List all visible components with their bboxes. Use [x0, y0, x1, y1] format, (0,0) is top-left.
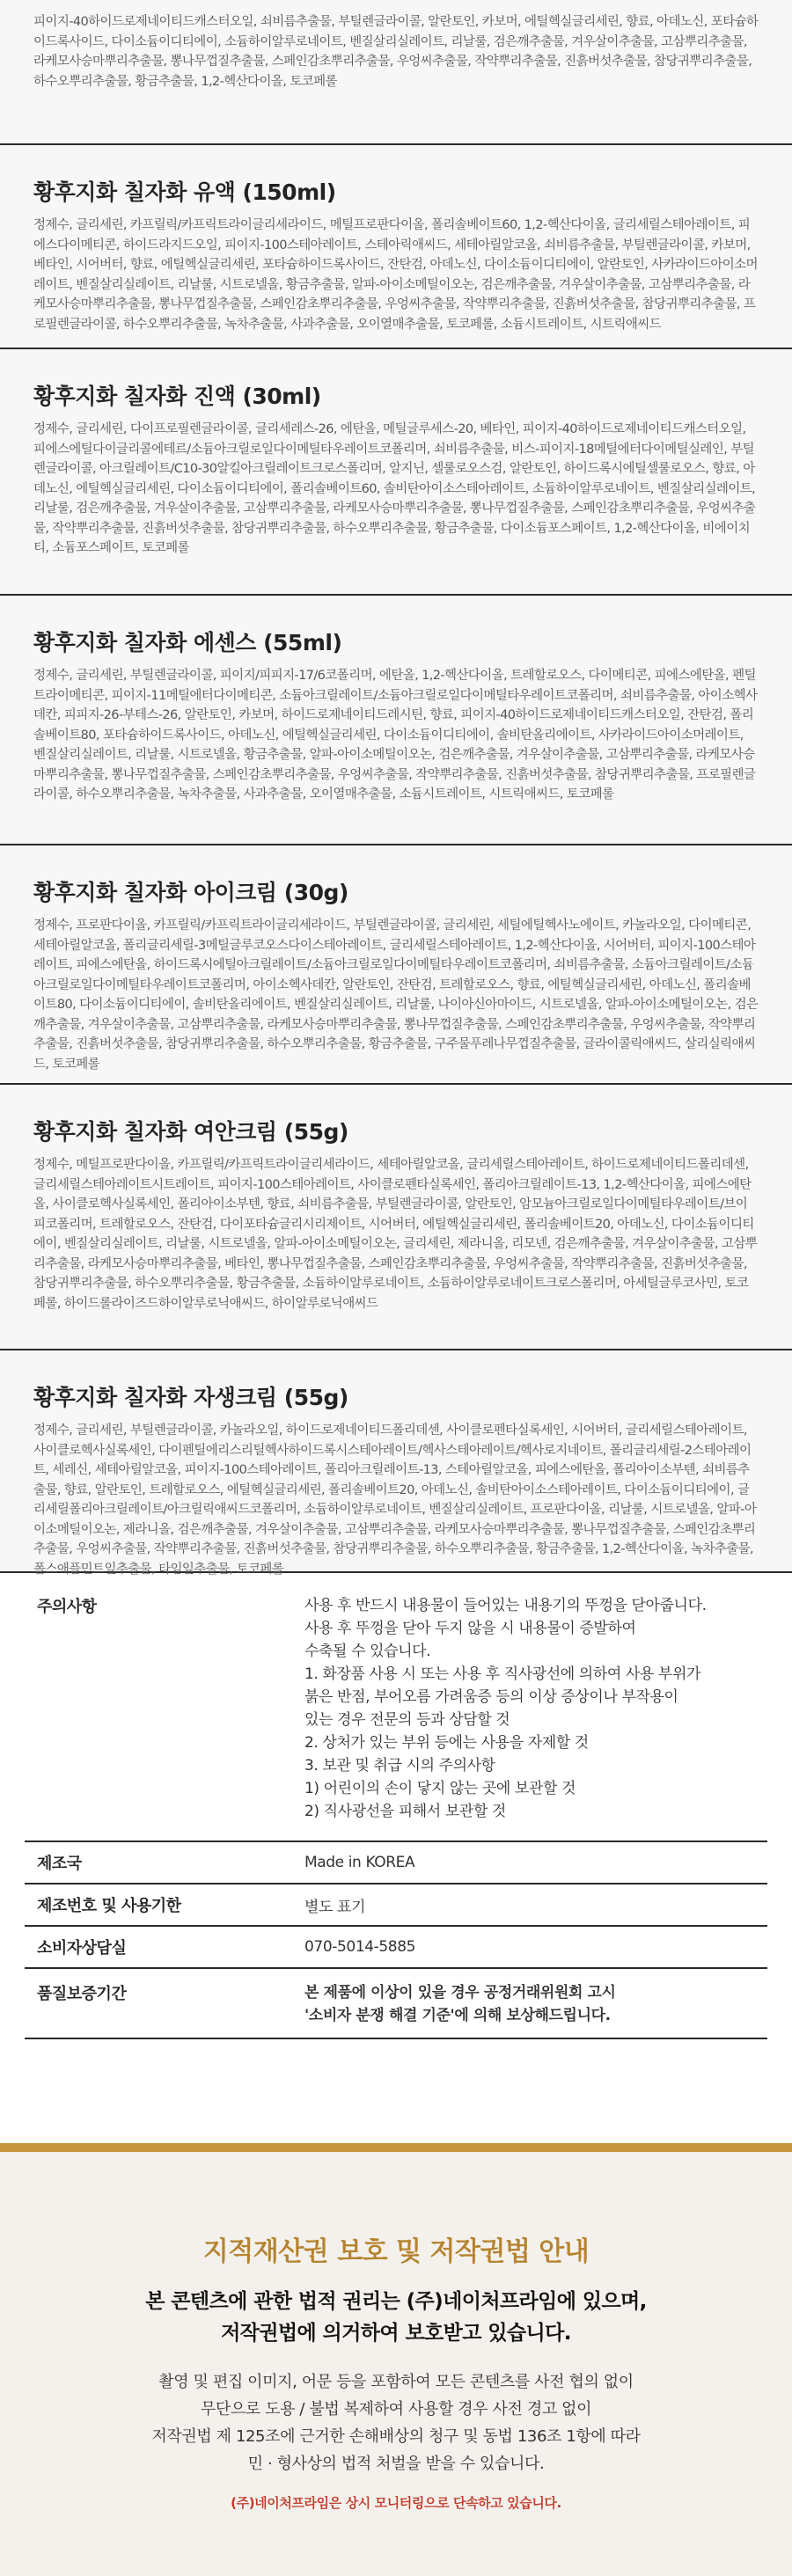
gold-divider — [0, 2143, 792, 2152]
quality-text — [304, 1981, 767, 2038]
caution-line: 붉은 반점, 부어오름 가려움증 등의 이상 증상이나 부작용이 — [304, 1688, 678, 1706]
ingredient-title: 황후지화 칠자화 에센스 (55ml) — [33, 630, 342, 655]
ingredient-list: 정제수, 글리세린, 부틸렌글라이콜, 피이지/피피지-17/6코폴리머, 에탄올, 1,2-헥산다이올, 트레할로오스, 다이메티콘, 피에스에탄올, 펜틸트라이메티콘, 피이지-11메틸에터다이메티콘, 소듐아크릴레이트/소듐아크릴로일다이메틸타우레이트코폴리머, 쇠비름추출물, 아이소헥사데칸, 피피지-26-부테스-26, 알란토인, 카보머, 하이드로제네이티드레시틴, 향료, 피이지-40하이드로제네이티드캐스터오일, 잔탄검, 폴리솔베이트80, 포타슘하이드록사이드, 아데노신, 에틸헥실글리세린, 다이소듐이디티에이, 솔비탄올리에이트, 사카라이드아이소머레이트, 벤질살리실레이트, 리날룰, 시트로넬올, 황금추출물, 알파-아이소메틸이오논, 검은깨추출물, 겨우살이추출물, 고삼뿌리추출물, 라케모사승마뿌리추출물, 뽕나무껍질추출물, 스페인감초뿌리추출물, 우엉씨추출물, 작약뿌리추출물, 진흙버섯추출물, 참당귀뿌리추출물, 프로필렌글라이콜, 하수오뿌리추출물, 녹차추출물, 사과추출물, 오이열매추출물, 소듐시트레이트, 시트릭애씨드, 토코페롤 — [33, 669, 758, 801]
copyright-body-line: 무단으로 도용 / 불법 복제하여 사용할 경우 사전 경고 없이 — [200, 2400, 592, 2419]
caution-line: 사용 후 반드시 내용물이 들어있는 내용기의 뚜껑을 닫아줍니다. — [304, 1597, 707, 1614]
quality-line: '소비자 분쟁 해결 기준'에 의해 보상해드립니다. — [304, 2007, 611, 2024]
caution-text — [304, 1594, 767, 1841]
ingredient-title: 황후지화 칠자화 자생크림 (55g) — [33, 1385, 348, 1410]
ingredient-block-essence — [0, 596, 792, 845]
caution-line: 2) 직사광선을 피해서 보관할 것 — [304, 1803, 506, 1820]
copyright-body-line: 저작권법 제 125조에 근거한 손해배상의 청구 및 동법 136조 1항에 따라 — [151, 2427, 641, 2446]
quality-line: 본 제품에 이상이 있을 경우 공정거래위원회 고시 — [304, 1984, 616, 2002]
copyright-lead-line: 저작권법에 의거하여 보호받고 있습니다. — [221, 2322, 571, 2345]
lot-label: 제조번호 및 사용기한 — [37, 1897, 181, 1915]
ingredient-title: 황후지화 칠자화 유액 (150ml) — [33, 179, 336, 205]
copyright-title: 지적재산권 보호 및 저작권법 안내 — [202, 2236, 590, 2267]
ingredient-list: 정제수, 메틸프로판다이올, 카프릴릭/카프릭트라이글리세라이드, 세테아릴알코올, 글리세릴스테아레이트, 하이드로제네이티드폴리데센, 글리세릴스테아레이트시트레이트, 피이지-100스테아레이트, 사이클로펜타실록세인, 폴리아크릴레이트-13, 1,2-헥산다이올, 피에스에탄올, 사이클로헥사실록세인, 폴리아이소부텐, 향료, 쇠비름추출물, 부틸렌글라이콜, 알란토인, 암모늄아크릴로일다이메틸타우레이트/브이피코폴리머, 트레할로오스, 잔탄검, 다이포타슘글리시리제이트, 시어버터, 에틸헥실글리세린, 폴리솔베이트20, 아데노신, 다이소듐이디티에이, 벤질살리실레이트, 리날룰, 시트로넬올, 알파-아이소메틸이오논, 글리세린, 제라니올, 리모넨, 검은깨추출물, 겨우살이추출물, 고삼뿌리추출물, 라케모사승마뿌리추출물, 베타인, 뽕나무껍질추출물, 스페인감초뿌리추출물, 우엉씨추출물, 작약뿌리추출물, 진흙버섯추출물, 참당귀뿌리추출물, 하수오뿌리추출물, 황금추출물, 소듐하이알루로네이트, 소듐하이알루로네이트크로스폴리머, 아세틸글루코사민, 토코페롤, 하이드롤라이즈드하이알루로닉애씨드, 하이알루로닉애씨드 — [33, 1158, 758, 1311]
contact-row — [25, 1927, 767, 1969]
contact-value: 070-5014-5885 — [304, 1938, 416, 1956]
ingredient-block-regen-cream — [0, 1350, 792, 1577]
origin-label: 제조국 — [37, 1855, 82, 1873]
monitoring-note: (주)네이처프라임은 상시 모니터링으로 단속하고 있습니다. — [231, 2495, 561, 2511]
origin-value: Made in KOREA — [304, 1854, 415, 1871]
quality-label: 품질보증기간 — [37, 1985, 127, 2003]
product-info-table — [0, 1573, 792, 2039]
contact-label: 소비자상담실 — [37, 1939, 127, 1958]
copyright-body-line: 촬영 및 편집 이미지, 어문 등을 포함하여 모든 콘텐츠를 사전 협의 없이 — [158, 2373, 634, 2391]
ingredient-list: 정제수, 프로판다이올, 카프릴릭/카프릭트라이글리세라이드, 부틸렌글라이콜, 글리세린, 세틸에틸헥사노에이트, 카놀라오일, 다이메티콘, 세테아릴알코올, 폴리글리세릴-3메틸글루코오스다이스테아레이트, 글리세릴스테아레이트, 1,2-헥산다이올, 시어버터, 피이지-100스테아레이트, 피에스에탄올, 하이드록시에틸아크릴레이트/소듐아크릴로일다이메틸타우레이트코폴리머, 쇠비름추출물, 소듐아크릴레이트/소듐아크릴로일다이메틸타우레이트코폴리머, 아이소헥사데칸, 알란토인, 잔탄검, 트레할로오스, 향료, 에틸헥실글리세린, 아데노신, 폴리솔베이트80, 다이소듐이디티에이, 솔비탄올리에이트, 벤질살리실레이트, 리날룰, 나이아신아마이드, 시트로넬올, 알파-아이소메틸이오논, 검은깨추출물, 겨우살이추출물, 고삼뿌리추출물, 라케모사승마뿌리추출물, 뽕나무껍질추출물, 스페인감초뿌리추출물, 우엉씨추출물, 작약뿌리추출물, 진흙버섯추출물, 참당귀뿌리추출물, 하수오뿌리추출물, 황금추출물, 구주물푸레나무껍질추출물, 글라이콜릭애씨드, 살리실릭애씨드, 토코페롤 — [33, 918, 759, 1072]
ingredient-title: 황후지화 칠자화 여안크림 (55g) — [33, 1119, 348, 1145]
ingredient-title: 황후지화 칠자화 아이크림 (30g) — [33, 880, 348, 905]
ingredient-list: 정제수, 글리세린, 카프릴릭/카프릭트라이글리세라이드, 메틸프로판다이올, 폴리솔베이트60, 1,2-헥산다이올, 글리세릴스테아레이트, 피에스다이메티콘, 하이드라지드오일, 피이지-100스테아레이트, 스테아릭애씨드, 세테아릴알코올, 쇠비름추출물, 부틸렌글라이콜, 카보머, 베타인, 시어버터, 향료, 에틸헥실글리세린, 포타슘하이드록사이드, 잔탄검, 아데노신, 다이소듐이디티에이, 알란토인, 사카라이드아이소머레이트, 벤질살리실레이트, 리날룰, 시트로넬올, 황금추출물, 알파-아이소메틸이오논, 검은깨추출물, 겨우살이추출물, 고삼뿌리추출물, 라케모사승마뿌리추출물, 뽕나무껍질추출물, 스페인감초뿌리추출물, 우엉씨추출물, 작약뿌리추출물, 진흙버섯추출물, 참당귀뿌리추출물, 프로필렌글라이콜, 하수오뿌리추출물, 녹차추출물, 사과추출물, 오이열매추출물, 토코페롤, 소듐시트레이트, 시트릭애씨드 — [33, 218, 758, 332]
quality-row — [25, 1969, 767, 2039]
lot-value: 별도 표기 — [304, 1898, 366, 1916]
caution-line: 1) 어린이의 손이 닿지 않는 곳에 보관할 것 — [304, 1780, 576, 1797]
ingredient-block-face-cream — [0, 1085, 792, 1350]
ingredient-list: 정제수, 글리세린, 부틸렌글라이콜, 카놀라오일, 하이드로제네이티드폴리데센, 사이클로펜타실록세인, 시어버터, 글리세릴스테아레이트, 사이클로헥사실록세인, 다이펜틸에리스리틸헥사하이드록시스테아레이트/헥사스테아레이트/헥사로지네이트, 폴리글리세릴-2스테아레이트, 세레신, 세테아릴알코올, 피이지-100스테아레이트, 폴리아크릴레이트-13, 스테아릴알코올, 피에스에탄올, 폴리아이소부텐, 쇠비름추출물, 향료, 알란토인, 트레할로오스, 에틸헥실글리세린, 폴리솔베이트20, 아데노신, 솔비탄아이소스테아레이트, 다이소듐이디티에이, 글리세릴폴리아크릴레이트/아크릴릭애씨드코폴리머, 소듐하이알루로네이트, 벤질살리실레이트, 프로판다이올, 리날룰, 시트로넬올, 알파-아이소메틸이오논, 제라니올, 검은깨추출물, 겨우살이추출물, 고삼뿌리추출물, 라케모사승마뿌리추출물, 뽕나무껍질추출물, 스페인감초뿌리추출물, 우엉씨추출물, 작약뿌리추출물, 진흙버섯추출물, 참당귀뿌리추출물, 하수오뿌리추출물, 황금추출물, 1,2-헥산다이올, 녹차추출물, 폴스애플민트잎추출물, 타임잎추출물, 토코페롤 — [33, 1423, 757, 1577]
ingredient-block-serum — [0, 349, 792, 596]
ingredient-block-eye-cream — [0, 845, 792, 1085]
caution-line: 1. 화장품 사용 시 또는 사용 후 직사광선에 의하여 사용 부위가 — [304, 1665, 700, 1683]
copyright-lead-line: 본 콘텐츠에 관한 법적 권리는 (주)네이처프라임에 있으며, — [145, 2290, 647, 2313]
copyright-lead — [0, 2286, 792, 2349]
copyright-notice — [0, 2152, 792, 2576]
caution-label: 주의사항 — [37, 1598, 97, 1616]
ingredient-block-emulsion — [0, 145, 792, 349]
origin-row — [25, 1842, 767, 1884]
copyright-body — [0, 2368, 792, 2477]
caution-line: 2. 상처가 있는 부위 등에는 사용을 자제할 것 — [304, 1734, 589, 1752]
caution-line: 있는 경우 전문의 등과 상담할 것 — [304, 1711, 510, 1729]
caution-line: 수축될 수 있습니다. — [304, 1643, 431, 1660]
ingredient-title: 황후지화 칠자화 진액 (30ml) — [33, 384, 321, 409]
ingredients-intro — [0, 0, 792, 145]
ingredients-intro-text: 피이지-40하이드로제네이티드캐스터오일, 쇠비름추출물, 부틸렌글라이콜, 알란토인, 카보머, 에틸헥실글리세린, 향료, 아데노신, 포타슘하이드록사이드, 다이소듐이디티에이, 소듐하이알루로네이트, 벤질살리실레이트, 리날룰, 검은깨추출물, 겨우살이추출물, 고삼뿌리추출물, 라케모사승마뿌리추출물, 뽕나무껍질추출물, 스페인감초뿌리추출물, 우엉씨추출물, 작약뿌리추출물, 진흙버섯추출물, 참당귀뿌리추출물, 하수오뿌리추출물, 황금추출물, 1,2-헥산다이올, 토코페롤 — [33, 15, 759, 89]
caution-line: 3. 보관 및 취급 시의 주의사항 — [304, 1757, 495, 1775]
caution-line: 사용 후 뚜껑을 닫아 두지 않을 시 내용물이 증발하여 — [304, 1620, 636, 1637]
caution-row — [25, 1573, 767, 1842]
copyright-body-line: 민 · 형사상의 법적 처벌을 받을 수 있습니다. — [247, 2455, 545, 2473]
lot-row — [25, 1884, 767, 1927]
ingredient-list: 정제수, 글리세린, 다이프로필렌글라이콜, 글리세레스-26, 에탄올, 메틸글루세스-20, 베타인, 피이지-40하이드로제네이티드캐스터오일, 피에스에틸다이글리콜에테르/소듐아크릴로일다이메틸타우레이트코폴리머, 쇠비름추출물, 비스-피이지-18메틸에터다이메틸실레인, 부틸렌글라이콜, 아크릴레이트/C10-30알킬아크릴레이트크로스폴리머, 알지닌, 셀룰로오스검, 알란토인, 하이드록시에틸셀룰로오스, 향료, 아데노신, 에틸헥실글리세린, 다이소듐이디티에이, 폴리솔베이트60, 솔비탄아이소스테아레이트, 소듐하이알루로네이트, 벤질살리실레이트, 리날룰, 검은깨추출물, 겨우살이추출물, 고삼뿌리추출물, 라케모사승마뿌리추출물, 뽕나무껍질추출물, 스페인감초뿌리추출물, 우엉씨추출물, 작약뿌리추출물, 진흙버섯추출물, 참당귀뿌리추출물, 하수오뿌리추출물, 황금추출물, 다이소듐포스페이트, 1,2-헥산다이올, 비에이치티, 소듐포스페이트, 토코페롤 — [33, 422, 756, 555]
